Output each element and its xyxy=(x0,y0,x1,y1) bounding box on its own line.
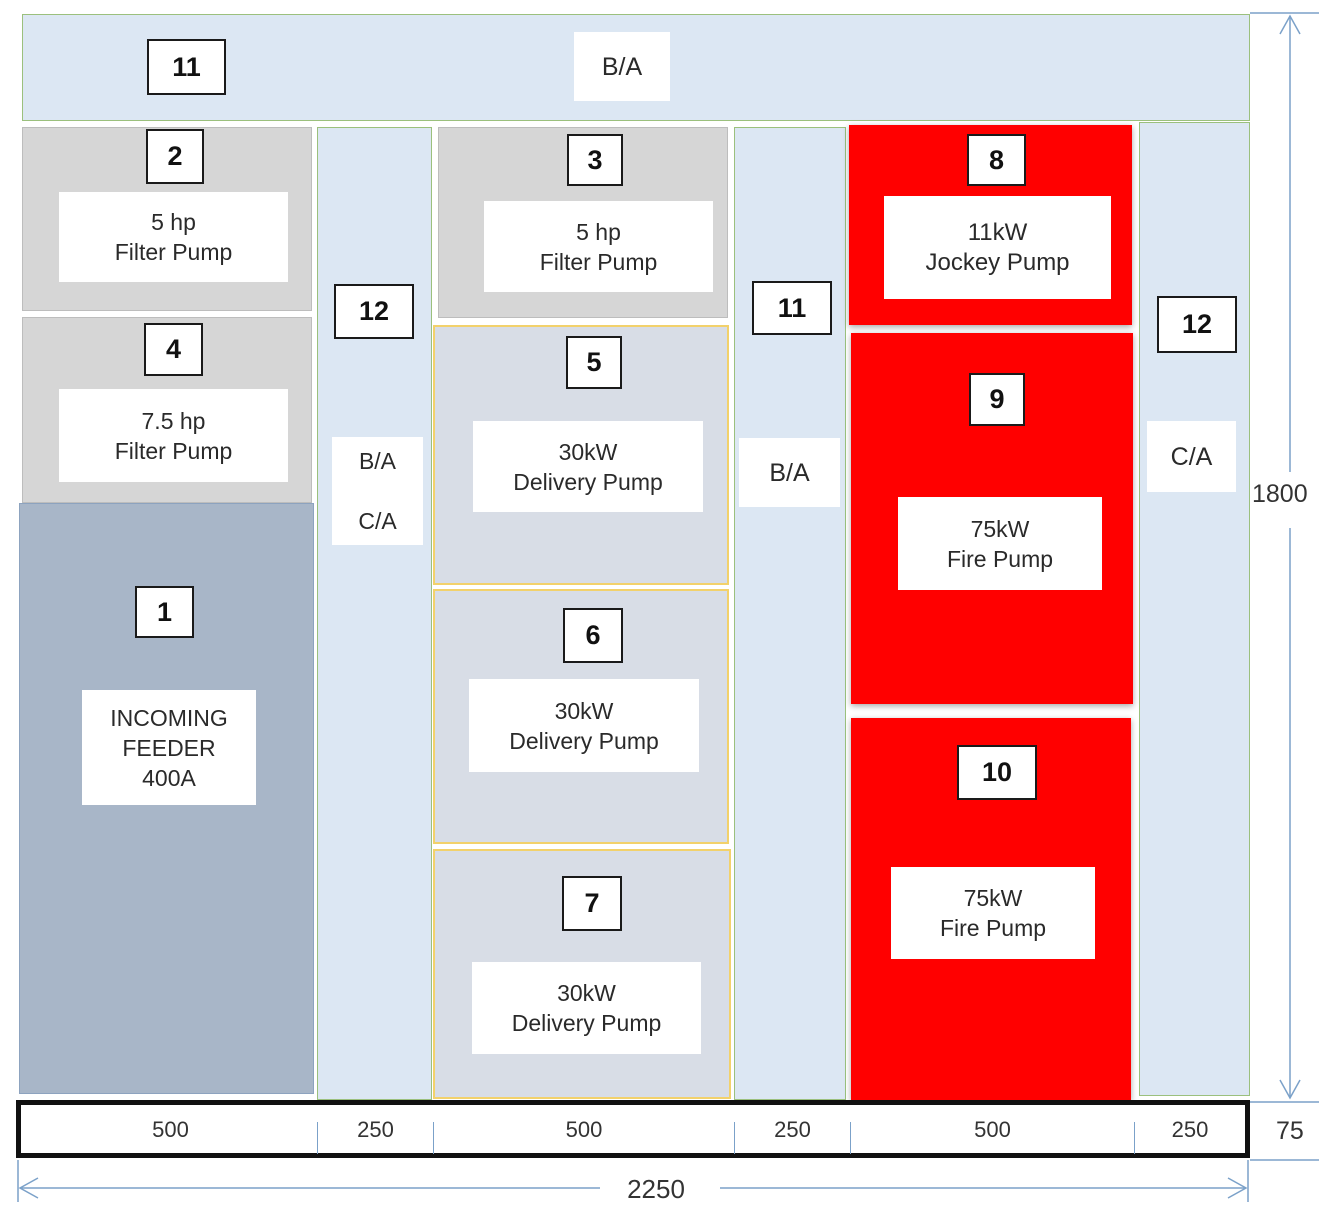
width-label-column-6: 250 xyxy=(1171,1117,1209,1142)
panel-5-rating: 30kW xyxy=(558,438,618,465)
panel-5-description: Delivery Pump xyxy=(513,468,663,495)
panel-1-label xyxy=(82,690,256,805)
panel-8-label xyxy=(884,196,1111,299)
panel-1-line-3: 400A xyxy=(142,764,196,791)
panel-9-description: Fire Pump xyxy=(946,545,1054,572)
panel-3-label xyxy=(484,201,713,292)
panel-9-fire-pump xyxy=(851,333,1133,704)
panel-number-11: 11 xyxy=(752,281,832,335)
busbar-chamber-11 xyxy=(734,127,846,1100)
top-busbar-panel xyxy=(22,14,1250,121)
panel-6-delivery-pump xyxy=(433,589,729,844)
panel-8-jockey-pump xyxy=(849,125,1132,325)
panel-8-description: Jockey Pump xyxy=(925,248,1070,276)
panel-4-label xyxy=(59,389,288,482)
width-dimension-label: 2250 xyxy=(627,1174,685,1204)
top-busbar-label: B/A xyxy=(574,32,670,101)
panel-3-description: Filter Pump xyxy=(539,248,658,275)
width-label-column-1: 500 xyxy=(152,1117,189,1142)
busbar-chamber-12-right xyxy=(1139,122,1250,1096)
panel-number-10: 10 xyxy=(957,745,1037,800)
panel-2-rating: 5 hp xyxy=(151,209,196,235)
busbar-chamber-11-label: B/A xyxy=(739,438,840,507)
panel-number-12-left: 12 xyxy=(334,284,414,339)
base-height-dimension xyxy=(1250,1155,1319,1165)
panel-2-filter-pump xyxy=(22,127,312,311)
busbar-chamber-12-left-label xyxy=(332,437,423,545)
panel-10-description: Fire Pump xyxy=(939,915,1047,941)
width-label-column-4: 250 xyxy=(774,1117,811,1142)
panel-1-incoming-feeder xyxy=(19,503,314,1094)
panel-6-label xyxy=(469,679,699,772)
panel-8-rating: 11kW xyxy=(967,218,1028,246)
panel-9-rating: 75kW xyxy=(970,515,1030,542)
panel-10-rating: 75kW xyxy=(963,885,1023,911)
height-dimension-label: 1800 xyxy=(1252,480,1308,508)
panel-7-delivery-pump xyxy=(433,849,731,1099)
panel-4-filter-pump xyxy=(22,317,312,503)
panel-7-rating: 30kW xyxy=(557,980,616,1006)
panel-6-rating: 30kW xyxy=(554,697,614,724)
panel-2-label xyxy=(59,192,288,282)
panel-6-description: Delivery Pump xyxy=(509,727,659,754)
panel-3-rating: 5 hp xyxy=(576,218,621,245)
panel-5-label xyxy=(473,421,703,512)
panel-9-label xyxy=(898,497,1102,590)
panel-7-description: Delivery Pump xyxy=(511,1010,662,1036)
height-dimension xyxy=(1250,10,1319,1105)
panel-10-fire-pump xyxy=(851,718,1131,1100)
panel-number-8: 8 xyxy=(967,134,1026,186)
busbar-chamber-12-left xyxy=(317,127,432,1100)
panel-number-1: 1 xyxy=(135,586,194,638)
panel-10-label xyxy=(891,867,1095,959)
width-label-column-5: 500 xyxy=(974,1117,1011,1142)
panel-number-9: 9 xyxy=(969,373,1025,426)
panel-4-rating: 7.5 hp xyxy=(141,407,206,434)
panel-1-line-2: FEEDER xyxy=(122,734,216,761)
panel-number-12-right: 12 xyxy=(1157,296,1237,353)
panel-3-filter-pump xyxy=(438,127,728,318)
panel-number-6: 6 xyxy=(563,608,623,663)
panel-number-4: 4 xyxy=(144,323,203,376)
width-label-column-3: 500 xyxy=(565,1117,603,1142)
panel-number-5: 5 xyxy=(566,336,622,389)
panel-1-line-1: INCOMING xyxy=(110,704,228,731)
panel-2-description: Filter Pump xyxy=(114,239,233,265)
panel-4-description: Filter Pump xyxy=(114,437,233,464)
panel-7-label xyxy=(472,962,701,1054)
busbar-label-ca: C/A xyxy=(358,508,397,534)
panel-number-11-top: 11 xyxy=(147,39,226,95)
panel-number-3: 3 xyxy=(567,134,623,186)
busbar-chamber-12-right-label: C/A xyxy=(1147,421,1236,492)
panel-number-2: 2 xyxy=(146,129,204,184)
base-height-label: 75 xyxy=(1276,1117,1304,1145)
busbar-label-ba: B/A xyxy=(358,448,397,474)
panel-number-7: 7 xyxy=(562,876,622,931)
panel-5-delivery-pump xyxy=(433,325,729,585)
width-label-column-2: 250 xyxy=(357,1117,394,1142)
